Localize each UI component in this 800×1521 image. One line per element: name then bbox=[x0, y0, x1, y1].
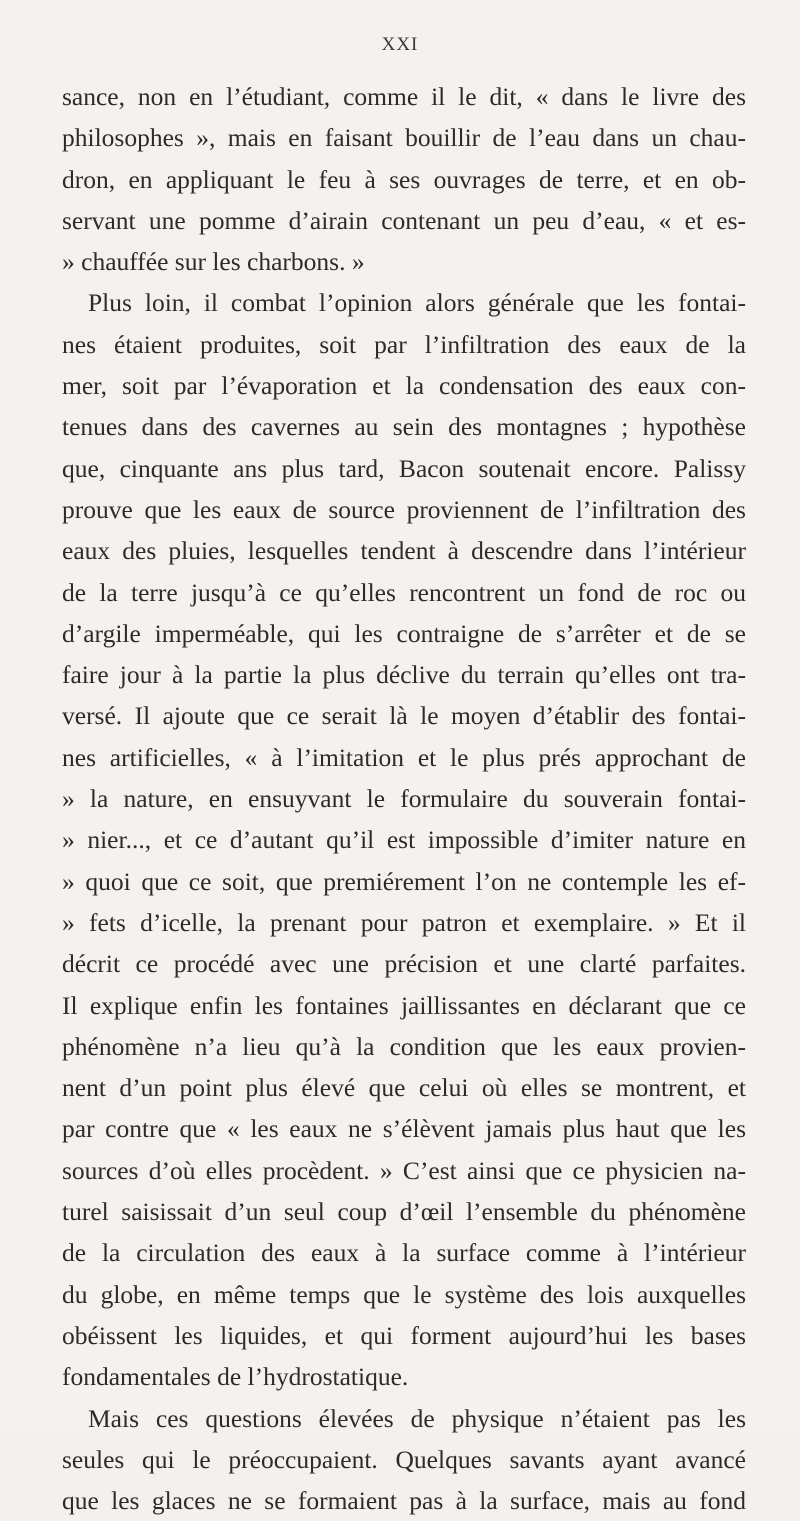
text-line: nes artificielles, « à l’imitation et le plus prés approchant de bbox=[62, 742, 746, 772]
text-line: dron, en appliquant le feu à ses ouvrages de terre, et en ob- bbox=[62, 164, 746, 194]
text-line: que les glaces ne se formaient pas à la surface, mais au fond bbox=[62, 1486, 746, 1516]
text-line: » fets d’icelle, la prenant pour patron et exemplaire. » Et il bbox=[62, 907, 746, 937]
text-line: mer, soit par l’évaporation et la condensation des eaux con- bbox=[62, 371, 746, 401]
text-line: par contre que « les eaux ne s’élèvent jamais plus haut que les bbox=[62, 1114, 746, 1144]
text-line: d’argile imperméable, qui les contraigne de s’arrêter et de se bbox=[62, 618, 746, 648]
text-line: décrit ce procédé avec une précision et une clarté parfaites. bbox=[62, 949, 746, 979]
text-line: » la nature, en ensuyvant le formulaire du souverain fontai- bbox=[62, 784, 746, 814]
text-line: » nier..., et ce d’autant qu’il est impossible d’imiter nature en bbox=[62, 825, 746, 855]
text-line: sources d’où elles procèdent. » C’est ainsi que ce physicien na- bbox=[62, 1155, 746, 1185]
text-line: prouve que les eaux de source proviennent de l’infiltration des bbox=[62, 494, 746, 524]
text-line: phénomène n’a lieu qu’à la condition que les eaux provien- bbox=[62, 1031, 746, 1061]
text-line: servant une pomme d’airain contenant un peu d’eau, « et es- bbox=[62, 205, 746, 235]
body-text bbox=[62, 76, 746, 1521]
text-line: fondamentales de l’hydrostatique. bbox=[62, 1362, 409, 1392]
text-line: sance, non en l’étudiant, comme il le dit, « dans le livre des bbox=[62, 82, 746, 111]
text-line: nent d’un point plus élevé que celui où elles se montrent, et bbox=[62, 1073, 746, 1103]
text-line: du globe, en même temps que le système des lois auxquelles bbox=[62, 1279, 746, 1309]
text-line: turel saisissait d’un seul coup d’œil l’ensemble du phénomène bbox=[62, 1197, 746, 1227]
text-line: versé. Il ajoute que ce serait là le moyen d’établir des fontai- bbox=[62, 701, 746, 731]
text-line: Mais ces questions élevées de physique n’étaient pas les bbox=[88, 1403, 746, 1433]
text-line: de la terre jusqu’à ce qu’elles rencontrent un fond de roc ou bbox=[62, 577, 746, 607]
text-line: que, cinquante ans plus tard, Bacon soutenait encore. Palissy bbox=[62, 453, 746, 483]
text-line: philosophes », mais en faisant bouillir de l’eau dans un chau- bbox=[62, 123, 746, 153]
page-number: XXI bbox=[381, 34, 419, 55]
text-line: de la circulation des eaux à la surface comme à l’intérieur bbox=[62, 1238, 746, 1268]
text-line: faire jour à la partie la plus déclive du terrain qu’elles ont tra- bbox=[62, 660, 746, 690]
text-line: tenues dans des cavernes au sein des montagnes ; hypothèse bbox=[62, 412, 746, 442]
text-line: nes étaient produites, soit par l’infiltration des eaux de la bbox=[62, 329, 746, 359]
text-line: seules qui le préoccupaient. Quelques savants ayant avancé bbox=[62, 1444, 746, 1474]
text-line: eaux des pluies, lesquelles tendent à descendre dans l’intérieur bbox=[62, 536, 746, 566]
text-line: » quoi que ce soit, que premiérement l’on ne contemple les ef- bbox=[62, 866, 746, 896]
text-line: obéissent les liquides, et qui forment aujourd’hui les bases bbox=[62, 1320, 746, 1350]
text-line: Il explique enfin les fontaines jaillissantes en déclarant que ce bbox=[62, 990, 746, 1020]
text-line: Plus loin, il combat l’opinion alors générale que les fontai- bbox=[88, 288, 746, 318]
text-line: » chauffée sur les charbons. » bbox=[62, 247, 365, 277]
